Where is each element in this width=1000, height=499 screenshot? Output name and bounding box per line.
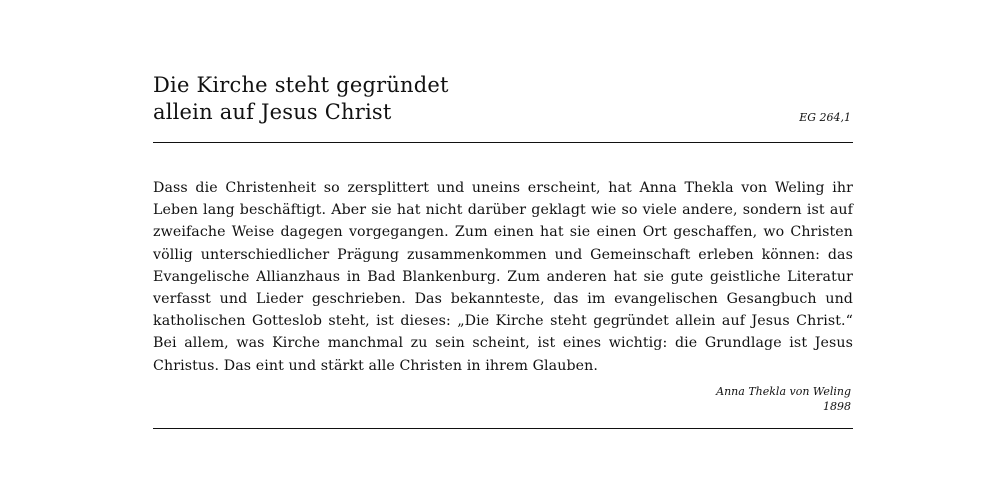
hymn-reference: EG 264,1 xyxy=(799,111,851,124)
author-year: 1898 xyxy=(823,400,851,413)
page-title-line-1: Die Kirche steht gegründet xyxy=(153,73,449,97)
bottom-divider xyxy=(153,428,853,429)
body-paragraph: Dass die Christenheit so zersplittert und uneins erscheint, hat Anna Thekla von Weling ihr Leben lang beschäftigt. Aber sie hat nicht darüber geklagt wie so viele andere, sondern ist auf zweifache Weise dagegen vorgegangen. Zum einen hat sie einen Ort geschaffen, wo Christen völlig unterschiedlicher Prägung zusammenkommen und Gemeinschaft erleben können: das Evangelische Allianzhaus in Bad Blankenburg. Zum anderen hat sie gute geistliche Literatur verfasst und Lieder geschrieben. Das bekannteste, das im evangelischen Gesangbuch und katholischen Gotteslob steht, ist dieses: „Die Kirche steht gegründet allein auf Jesus Christ.“ Bei allem, was Kirche manchmal zu sein scheint, ist eines wichtig: die Grundlage ist Jesus Christus. Das eint und stärkt alle Christen in ihrem Glauben. xyxy=(153,180,853,374)
author-name: Anna Thekla von Weling xyxy=(716,385,851,398)
author-signature xyxy=(716,384,851,414)
page-title-line-2: allein auf Jesus Christ xyxy=(153,100,392,124)
top-divider xyxy=(153,142,853,143)
title-block xyxy=(153,72,853,126)
devotional-page xyxy=(153,72,853,442)
